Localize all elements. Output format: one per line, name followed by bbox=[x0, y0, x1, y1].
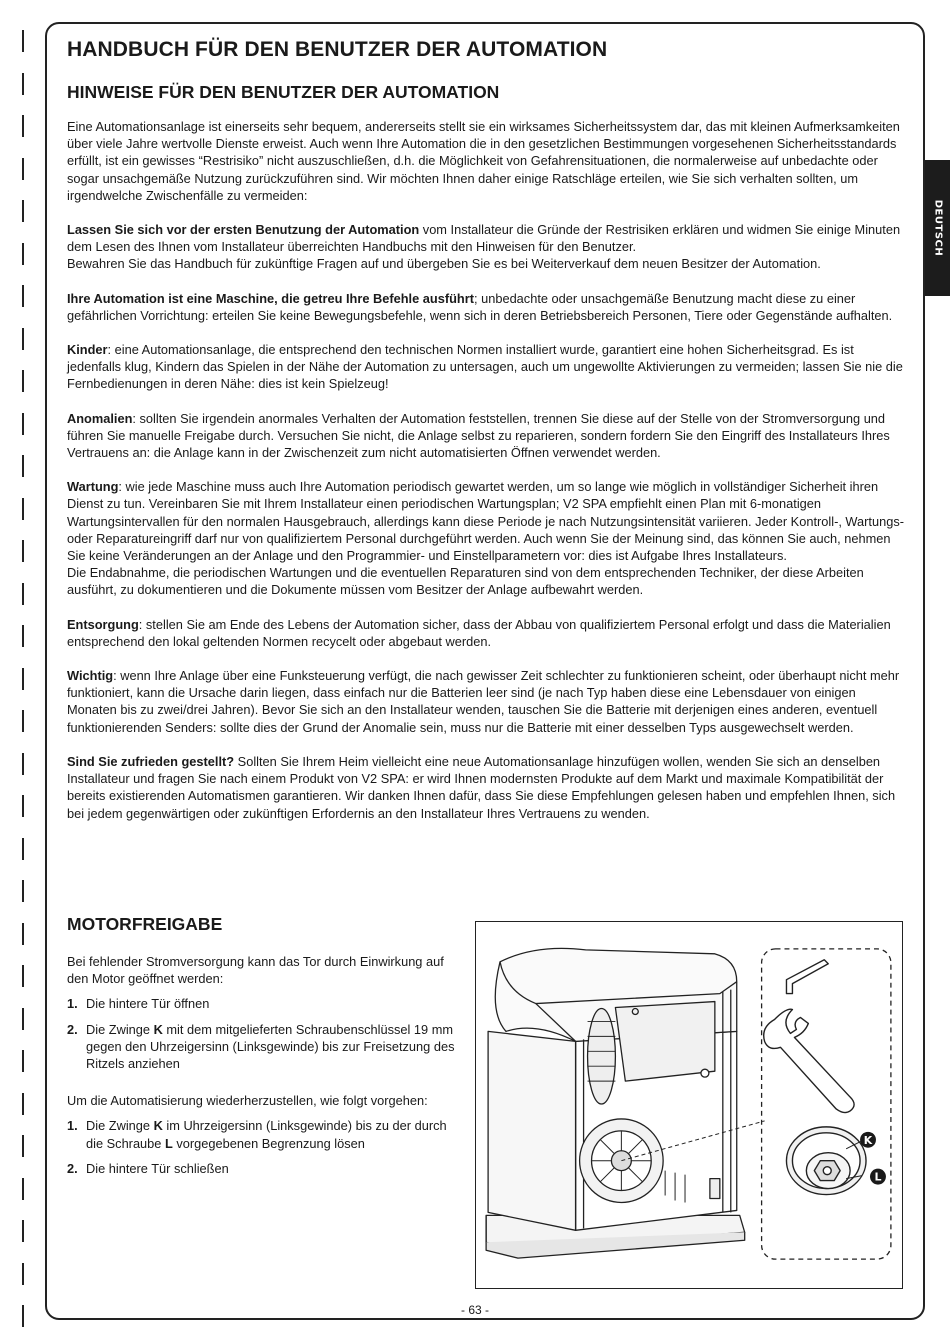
binding-tick bbox=[22, 243, 24, 265]
binding-tick bbox=[22, 710, 24, 732]
binding-tick bbox=[22, 455, 24, 477]
paragraph-text: : stellen Sie am Ende des Lebens der Automation sicher, dass der Abbau von qualifiziertem Personal erfolgt und dass die Materialien entsprechend den lokal geltenden Normen recycelt oder abgebaut werden. bbox=[67, 616, 891, 649]
step-bold-label: L bbox=[164, 1135, 173, 1151]
release-step bbox=[67, 995, 459, 1012]
motor-release-text bbox=[67, 953, 459, 1185]
binding-tick bbox=[22, 115, 24, 137]
paragraph-text: Sollten Sie Ihrem Heim vielleicht eine neue Automationsanlage hinzufügen wollen, wenden Sie sich an denselben Installateur und fragen Sie nach einem Produkt von V2 SPA: er wird Ihnen modernsten Produkte auf dem Markt und maximale Kompatibilität der bereits existierenden Automatismen garantieren. Wir danken Ihnen dafür, dass Sie diese Empfehlungen gelesen haben und empfehlen Ihnen, sich bei jedem gegenwärtigen oder zukünftigen Erfordernis an den Installateur Ihres Vertrauens zu wenden. bbox=[67, 753, 896, 821]
binding-tick bbox=[22, 965, 24, 987]
paragraph-anomalies bbox=[67, 410, 905, 462]
paragraph-children bbox=[67, 341, 905, 393]
release-step bbox=[67, 1021, 459, 1073]
paragraph-lead: Wartung bbox=[67, 479, 119, 495]
label-k-badge bbox=[860, 1132, 876, 1148]
motor-release-intro: Bei fehlender Stromversorgung kann das Tor durch Einwirkung auf den Motor geöffnet werden: bbox=[67, 954, 444, 987]
page-title: HANDBUCH FÜR DEN BENUTZER DER AUTOMATION bbox=[67, 38, 608, 61]
section-heading-motor-release: MOTORFREIGABE bbox=[67, 914, 223, 934]
paragraph-lead: Wichtig bbox=[67, 668, 114, 684]
binding-tick bbox=[22, 328, 24, 350]
binding-tick bbox=[22, 625, 24, 647]
paragraph-lead: Sind Sie zufrieden gestellt? bbox=[67, 753, 235, 769]
paragraph-text: : eine Automationsanlage, die entsprechend den technischen Normen installiert wurde, garantiert eine hohen Sicherheitsgrad. Es ist jedenfalls klug, Kindern das Spielen in der Nähe der Automation zu untersagen, auch um ungewollte Aktivierungen zu vermeiden; lassen Sie nie die Fernbedienungen in deren Nähe: dies ist kein Spielzeug! bbox=[67, 342, 903, 392]
paragraph-satisfied bbox=[67, 753, 905, 822]
binding-tick bbox=[22, 583, 24, 605]
paragraph-lead: Kinder bbox=[67, 342, 108, 358]
binding-tick bbox=[22, 1093, 24, 1115]
paragraph-first-use bbox=[67, 221, 905, 255]
binding-tick bbox=[22, 753, 24, 775]
paragraph-text: : wenn Ihre Anlage über eine Funksteuerung verfügt, die nach gewisser Zeit schlechter zu funktionieren scheint, oder überhaupt nicht mehr funktioniert, kann die Ursache darin liegen, dass einfach nur die Batterien leer sind (je nach Typ haben diese eine Lebensdauer von einigen Monaten bis zu zwei/drei Jahren). Bevor Sie sich an den Installateur wenden, tauschen Sie die Batterie mit derjenigen eines anderen, eventuell funktionierenden Senders: sollte dies der Grund der Anomalie sein, muss nur die Batterie mit einer desselben Typs ausgewechselt werden. bbox=[67, 668, 900, 735]
binding-tick bbox=[22, 1220, 24, 1242]
binding-tick bbox=[22, 200, 24, 222]
paragraph-disposal bbox=[67, 616, 905, 650]
binding-tick bbox=[22, 413, 24, 435]
paragraph-lead: Lassen Sie sich vor der ersten Benutzung der Automation bbox=[67, 222, 420, 238]
step-text: Die hintere Tür öffnen bbox=[86, 996, 210, 1012]
step-bold-label: K bbox=[153, 1021, 163, 1037]
restore-step bbox=[67, 1160, 459, 1177]
main-content bbox=[67, 38, 905, 822]
language-tab-label: DEUTSCH bbox=[932, 199, 943, 257]
binding-tick bbox=[22, 285, 24, 307]
restore-intro: Um die Automatisierung wiederherzustellen, wie folgt vorgehen: bbox=[67, 1093, 428, 1109]
binding-tick bbox=[22, 498, 24, 520]
binding-tick bbox=[22, 370, 24, 392]
paragraph-text: : sollten Sie irgendein anormales Verhalten der Automation feststellen, trennen Sie diese auf der Stelle von der Stromversorgung und führen Sie manuelle Freigabe durch. Versuchen Sie nicht, die Anlage selbst zu reparieren, sondern fordern Sie den Eingriff des Installateurs Ihres Vertrauens an: die Anlage kann in der Zwischenzeit zum nicht automatisierten Öffnen verwendet werden. bbox=[67, 410, 890, 461]
label-k: K bbox=[863, 1133, 873, 1147]
step-text: im Uhrzeigersinn (Linksgewinde) bis zu der durch die Schraube bbox=[86, 1118, 447, 1151]
label-l-badge bbox=[870, 1169, 886, 1185]
label-l: L bbox=[874, 1170, 882, 1184]
binding-tick bbox=[22, 923, 24, 945]
step-number: 2. bbox=[67, 1021, 78, 1037]
restore-step bbox=[67, 1117, 459, 1151]
step-text: Die Zwinge bbox=[86, 1021, 154, 1037]
paragraph-text: vom Installateur die Gründe der Restrisiken erklären und widmen Sie einige Minuten dem Lesen des Ihnen vom Installateur überreichten Handbuchs mit den Hinweisen für den Benutzer. bbox=[67, 222, 901, 255]
binding-tick bbox=[22, 1008, 24, 1030]
step-text: vorgegebenen Begrenzung lösen bbox=[172, 1135, 365, 1151]
paragraph-text: ; unbedachte oder unsachgemäße Benutzung macht diese zu einer gefährlichen Vorrichtung: erteilen Sie keine Bewegungsbefehle, wenn sich in deren Betriebsbereich Personen, Tiere oder Gegenstände aufhalten. bbox=[67, 290, 893, 323]
step-number: 2. bbox=[67, 1160, 78, 1176]
paragraph-lead: Ihre Automation ist eine Maschine, die getreu Ihre Befehle ausführt bbox=[67, 290, 474, 306]
binding-tick bbox=[22, 838, 24, 860]
step-text: Die hintere Tür schließen bbox=[86, 1160, 229, 1176]
step-text: Die Zwinge bbox=[86, 1118, 154, 1134]
binding-tick bbox=[22, 1050, 24, 1072]
paragraph-first-use-2: Bewahren Sie das Handbuch für zukünftige Fragen auf und übergeben Sie es bei Weiterverkauf dem neuen Besitzer der Automation. bbox=[67, 256, 821, 272]
page-number: - 63 - bbox=[460, 1303, 489, 1317]
section-heading-user-notes: HINWEISE FÜR DEN BENUTZER DER AUTOMATION bbox=[67, 82, 500, 102]
paragraph-important bbox=[67, 667, 905, 736]
binding-tick bbox=[22, 30, 24, 52]
motor-illustration-svg bbox=[476, 922, 902, 1288]
binding-tick bbox=[22, 1178, 24, 1200]
release-steps-list bbox=[67, 995, 459, 1072]
binding-tick bbox=[22, 795, 24, 817]
binding-marks bbox=[22, 0, 26, 1343]
motor-release-illustration bbox=[475, 921, 903, 1289]
step-number: 1. bbox=[67, 1118, 78, 1134]
paragraph-lead: Entsorgung bbox=[67, 616, 139, 632]
step-text: mit dem mitgelieferten Schraubenschlüssel 19 mm gegen den Uhrzeigersinn (Linksgewinde) bis zur Freisetzung des Ritzels anziehen bbox=[86, 1021, 455, 1072]
step-number: 1. bbox=[67, 996, 78, 1012]
binding-tick bbox=[22, 73, 24, 95]
binding-tick bbox=[22, 540, 24, 562]
binding-tick bbox=[22, 668, 24, 690]
paragraph-lead: Anomalien bbox=[67, 410, 133, 426]
paragraph-maintenance-2: Die Endabnahme, die periodischen Wartungen und die eventuellen Reparaturen sind von dem entsprechenden Techniker, der diese Arbeiten ausführt, zu dokumentieren und die Dokumente müssen vom Besitzer der Anlage aufbewahrt werden. bbox=[67, 565, 864, 598]
binding-tick bbox=[22, 158, 24, 180]
paragraph-machine bbox=[67, 290, 905, 324]
binding-tick bbox=[22, 1263, 24, 1285]
intro-paragraph: Eine Automationsanlage ist einerseits sehr bequem, andererseits stellt sie ein wirksames Sicherheitssystem dar, das mit kleinen Aufmerksamkeiten über viele Jahre wertvolle Dienste erweist. Auch wenn Ihre Automation die in den gesetzlichen Bestimmungen vorgesehenen Sicherheitsstandards erfüllt, ist ein gewisses “Restrisiko” nicht auszuschließen, d.h. die Möglichkeit von Gefahrensituationen, die normalerweise auf unbedachte oder sogar unsachgemäße Nutzung zurückzuführen sind. Wir möchten Ihnen daher einige Ratschläge erteilen, wie Sie sich verhalten sollten, um irgendwelche Zwischenfälle zu vermeiden: bbox=[67, 119, 900, 203]
paragraph-maintenance bbox=[67, 478, 905, 564]
language-tab bbox=[925, 160, 950, 296]
binding-tick bbox=[22, 1135, 24, 1157]
paragraph-text: : wie jede Maschine muss auch Ihre Automation periodisch gewartet werden, um so lange wie möglich in vollständiger Sicherheit ihren Dienst zu tun. Vereinbaren Sie mit Ihrem Installateur einen periodischen Wartungsplan; V2 SPA empfiehlt einen Plan mit 6-monatigen Wartungsintervallen für den normalen Hausgebrauch, allerdings kann diese Periode je nach Nutzungsintensität variieren. Jeder Kontroll-, Wartungs- oder Reparatureingriff darf nur von qualifiziertem Personal durchgeführt werden. Auch wenn Sie der Meinung sind, das können Sie auch, nehmen Sie keine Veränderungen an der Anlage und den Programmier- und Einstellparametern vor: dies ist Aufgabe Ihres Installateurs. bbox=[67, 479, 904, 564]
step-bold-label: K bbox=[153, 1118, 163, 1134]
restore-steps-list bbox=[67, 1117, 459, 1177]
binding-tick bbox=[22, 880, 24, 902]
